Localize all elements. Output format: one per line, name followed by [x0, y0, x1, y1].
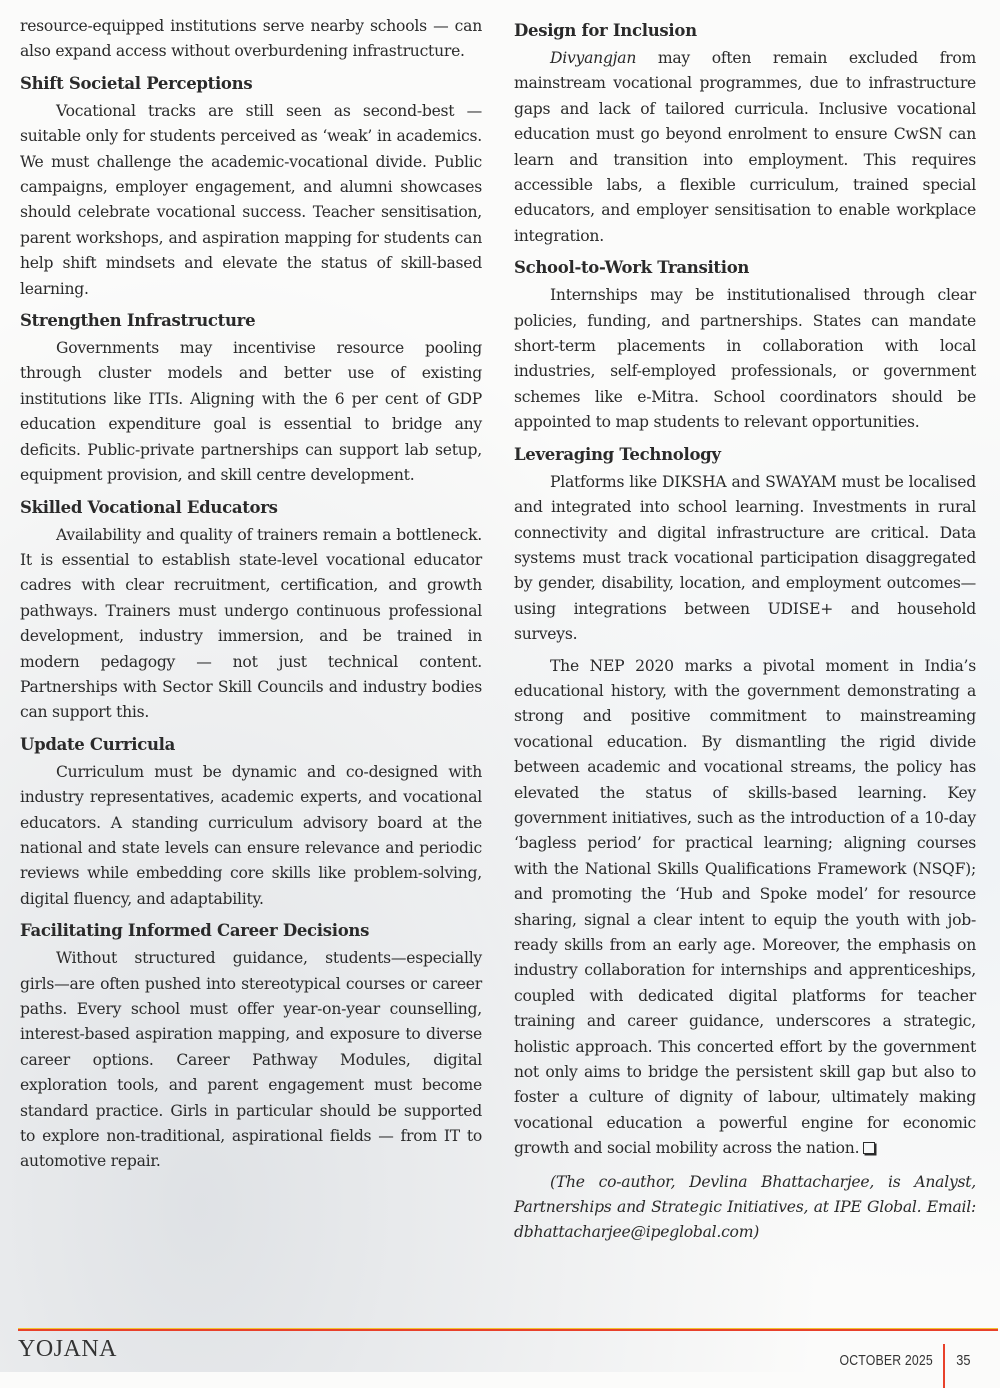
section-heading-school-to-work: School-to-Work Transition	[514, 258, 750, 278]
footer-brand: YOJANA	[18, 1336, 117, 1362]
author-credit: (The co-author, Devlina Bhattacharjee, is Analyst, Partnerships and Strategic Initiatives, at IPE Global. Email: dbhattacharjee@ipeglobal.com)	[514, 1172, 976, 1242]
section-heading-update-curricula: Update Curricula	[20, 734, 176, 754]
section-body-skilled-vocational-educators: Availability and quality of trainers remain a bottleneck. It is essential to establish state-level vocational educator cadres with clear recruitment, certification, and growth pathways. Trainers must undergo continuous professional development, industry immersion, and be trained in modern pedagogy — not just technical content. Partnerships with Sector Skill Councils and industry bodies can support this.	[20, 525, 482, 722]
section-body-school-to-work: Internships may be institutionalised through clear policies, funding, and partnerships. States can mandate short-term placements in collaboration with local industries, self-employed professionals, or government schemes like e-Mitra. School coordinators should be appointed to map students to relevant opportunities.	[514, 286, 976, 432]
section-heading-career-decisions: Facilitating Informed Career Decisions	[20, 921, 370, 941]
intro-continuation: resource-equipped institutions serve nearby schools — can also expand access without overburdening infrastructure.	[20, 17, 482, 61]
footer-rule	[18, 1328, 998, 1331]
section-heading-leveraging-technology: Leveraging Technology	[514, 444, 721, 464]
section-body-shift-societal-perceptions: Vocational tracks are still seen as second-best — suitable only for students perceived as ‘weak’ in academics. We must challenge the academic-vocational divide. Public campaigns, employer engagement, and alumni showcases should celebrate vocational success. Teacher sensitisation, parent workshops, and aspiration mapping for students can help shift mindsets and elevate the status of skill-based learning.	[20, 101, 482, 298]
italic-lead-term: Divyangjan	[550, 49, 637, 67]
section-body-update-curricula: Curriculum must be dynamic and co-designed with industry representatives, academic experts, and vocational educators. A standing curriculum advisory board at the national and state levels can ensure relevance and periodic reviews while embedding core skills like problem-solving, digital fluency, and adaptability.	[20, 762, 482, 908]
conclusion-paragraph	[514, 654, 976, 1162]
section-body-strengthen-infrastructure: Governments may incentivise resource pooling through cluster models and better use of existing institutions like ITIs. Aligning with the 6 per cent of GDP education expenditure goal is essential to bridge any deficits. Public-private partnerships can support lab setup, equipment provision, and skill centre development.	[20, 339, 482, 485]
section-body-design-for-inclusion	[514, 46, 976, 249]
left-column	[20, 14, 482, 1181]
section-heading-design-for-inclusion: Design for Inclusion	[514, 21, 697, 40]
section-heading-shift-societal-perceptions: Shift Societal Perceptions	[20, 73, 253, 93]
section-body-career-decisions: Without structured guidance, students—especially girls—are often pushed into stereotypical courses or career paths. Every school must offer year-on-year counselling, interest-based aspiration mapping, and exposure to diverse career options. Career Pathway Modules, digital exploration tools, and parent engagement must become standard practice. Girls in particular should be supported to explore non-traditional, aspirational fields — from IT to automotive repair.	[20, 949, 482, 1171]
right-column	[514, 14, 976, 1252]
end-of-article-box-icon	[863, 1142, 875, 1154]
section-body-leveraging-technology: Platforms like DIKSHA and SWAYAM must be localised and integrated into school learning. Investments in rural connectivity and digital infrastructure are critical. Data systems must track vocational participation disaggregated by gender, disability, location, and employment outcomes—using integrations between UDISE+ and household surveys.	[514, 472, 976, 644]
section-heading-strengthen-infrastructure: Strengthen Infrastructure	[20, 311, 256, 331]
section-body-text: may often remain excluded from mainstream vocational programmes, due to infrastructure gaps and lack of tailored curricula. Inclusive vocational education must go beyond enrolment to ensure CwSN can learn and transition into employment. This requires accessible labs, a flexible curriculum, trained special educators, and employer sensitisation to enable workplace integration.	[514, 49, 976, 245]
footer-issue-date: OCTOBER 2025	[839, 1351, 934, 1369]
footer-issue-info	[819, 1338, 972, 1382]
conclusion-text: The NEP 2020 marks a pivotal moment in India’s educational history, with the government demonstrating a strong and positive commitment to mainstreaming vocational education. By dismantling the rigid divide between academic and vocational streams, the policy has elevated the status of skills-based learning. Key government initiatives, such as the introduction of a 10-day ‘bagless period’ for practical learning; aligning courses with the National Skills Qualifications Framework (NSQF); and promoting the ‘Hub and Spoke model’ for resource sharing, signal a clear intent to equip the youth with job-ready skills from an early age. Moreover, the emphasis on industry collaboration for internships and apprenticeships, coupled with dedicated digital platforms for teacher training and career guidance, underscores a strategic, holistic approach. This concerted effort by the government not only aims to bridge the persistent skill gap but also to foster a culture of dignity of labour, ultimately making vocational education a powerful engine for economic growth and social mobility across the nation.	[514, 656, 976, 1158]
section-heading-skilled-vocational-educators: Skilled Vocational Educators	[20, 497, 278, 517]
footer-page-number: 35	[956, 1351, 971, 1369]
footer-divider	[943, 1344, 945, 1388]
